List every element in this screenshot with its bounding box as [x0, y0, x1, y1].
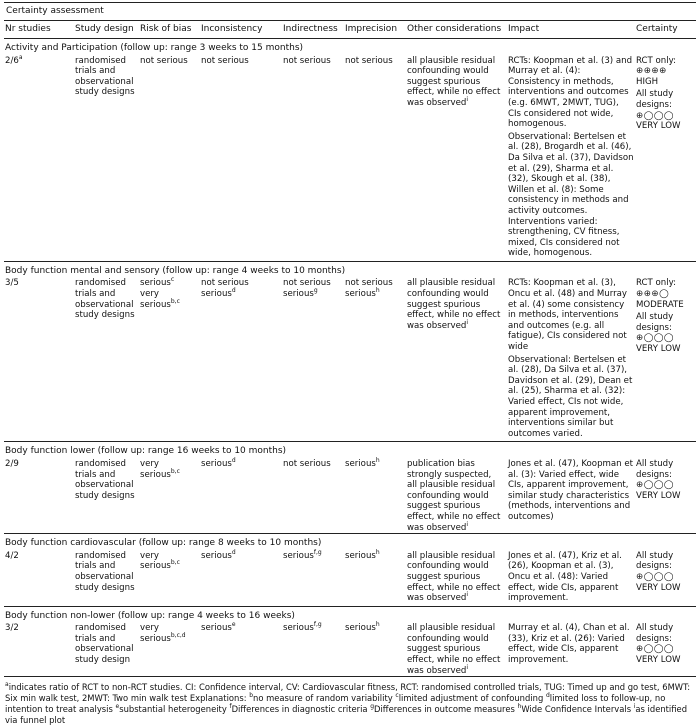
footnote-ref: b,c,d	[170, 632, 186, 640]
cell-impact	[507, 278, 635, 441]
footnote-ref: i	[466, 591, 469, 599]
cell-impact	[507, 56, 635, 262]
cell-risk-of-bias	[139, 623, 200, 676]
risk-of-bias-value-text: serious	[140, 278, 171, 289]
certainty-level: VERY LOW	[636, 121, 681, 132]
risk-of-bias-value-2	[140, 289, 199, 310]
outcome-group-row	[4, 261, 696, 278]
study-design-value: randomised trials and observational study designs	[75, 458, 135, 501]
certainty-label: All study designs:	[636, 312, 674, 333]
other-considerations-value	[407, 551, 506, 604]
imprecision-value	[345, 459, 405, 470]
footnote-ref: d	[231, 287, 236, 295]
table-row	[4, 278, 696, 441]
cell-inconsistency	[200, 278, 282, 441]
footnote-ref: h	[375, 457, 380, 465]
cell-impact	[507, 623, 635, 676]
col-header-inconsistency: Inconsistency	[200, 21, 282, 39]
cell-other-considerations	[406, 623, 507, 676]
certainty-symbols-icon: ⊕⊕⊕◯	[636, 289, 670, 300]
impact-paragraph: Observational: Bertelsen et al. (28), Brogardh et al. (46), Da Silva et al. (37), Davidson et al. (29), Sharma et al. (32), Skough et al. (38), Willen et al. (8): Some consistency in methods and activity outcomes. Interventions varied: strengthening, CV fitness, mixed, CIs considered not wide, homogenous.	[508, 131, 634, 259]
cell-imprecision	[344, 548, 406, 606]
imprecision-value-text: not serious	[345, 55, 393, 66]
cell-certainty	[635, 459, 696, 534]
footnote-marker: g	[370, 703, 375, 711]
imprecision-value-text: serious	[345, 550, 376, 561]
outcome-group-label: Body function non-lower (follow up: range 4 weeks to 16 weeks)	[5, 610, 295, 621]
cell-other-considerations	[406, 56, 507, 262]
certainty-label: All study designs:	[636, 89, 674, 110]
other-considerations-text: all plausible residual confounding would suggest spurious effect, while no effect was observed	[407, 278, 501, 331]
outcome-group-label: Activity and Participation (follow up: range 3 weeks to 15 months)	[5, 43, 304, 53]
footnote-ref: i	[466, 96, 469, 104]
footnote-text: as identified via funnel plot	[5, 704, 688, 726]
cell-imprecision	[344, 56, 406, 262]
imprecision-value-text: serious	[345, 458, 376, 469]
imprecision-value-2	[345, 289, 405, 300]
cell-study-design	[74, 56, 139, 262]
cell-imprecision	[344, 278, 406, 441]
footnote-marker: c	[395, 692, 399, 700]
table-row	[4, 551, 696, 606]
certainty-label: RCT only:	[636, 278, 676, 289]
other-considerations-pre	[407, 459, 506, 480]
cell-inconsistency	[200, 548, 282, 606]
cell-imprecision	[344, 459, 406, 534]
certainty-rating	[636, 623, 695, 665]
certainty-rating	[636, 56, 695, 88]
cell-risk-of-bias	[139, 278, 200, 441]
other-considerations-text: all plausible residual confounding would suggest spurious effect, while no effect was observed	[407, 55, 501, 108]
cell-nr-studies	[4, 53, 74, 262]
certainty-level: VERY LOW	[636, 582, 681, 593]
impact-paragraph: Jones et al. (47), Koopman et al. (3): Varied effect, wide CIs, apparent improvement, similar study characteristics (methods, interventions and outcomes)	[508, 458, 633, 522]
certainty-level: VERY LOW	[636, 655, 681, 666]
cell-study-design	[74, 278, 139, 441]
certainty-symbols-icon: ⊕◯◯◯	[636, 644, 675, 655]
cell-nr-studies	[4, 459, 74, 534]
table-row	[4, 623, 696, 676]
certainty-rating	[636, 312, 695, 354]
other-considerations-text: all plausible residual confounding would suggest spurious effect, while no effect was observed	[407, 480, 501, 533]
certainty-rating	[636, 551, 695, 593]
cell-certainty	[635, 551, 696, 606]
certainty-level: VERY LOW	[636, 344, 681, 355]
col-header-certainty: Certainty	[635, 21, 696, 39]
risk-of-bias-value-2-text: very serious	[140, 289, 171, 310]
cell-risk-of-bias	[139, 56, 200, 262]
outcome-group-label: Body function cardiovascular (follow up: range 8 weeks to 10 months)	[5, 538, 322, 549]
cell-indirectness	[282, 459, 344, 534]
risk-of-bias-value	[140, 623, 199, 644]
impact-paragraph: RCTs: Koopman et al. (3) and Murray et al. (4): Consistency in methods, interventions and outcomes (e.g. 6MWT, 2MWT, TUG), CIs considered not wide, homogenous.	[508, 55, 633, 130]
cell-inconsistency	[200, 623, 282, 676]
table-footnote	[4, 682, 696, 726]
cell-inconsistency	[200, 56, 282, 262]
footnote-ref: e	[231, 621, 236, 629]
footnote-ref: i	[466, 663, 469, 671]
cell-risk-of-bias	[139, 551, 200, 606]
imprecision-value	[345, 56, 405, 67]
table-row	[4, 56, 696, 262]
certainty-symbols-icon: ⊕◯◯◯	[636, 333, 675, 344]
footnote-marker: a	[5, 681, 9, 689]
inconsistency-value	[201, 278, 281, 289]
footnote-ref: h	[375, 287, 380, 295]
certainty-rating	[636, 278, 695, 310]
certainty-symbols-icon: ⊕⊕⊕⊕	[636, 66, 667, 77]
other-considerations-value	[407, 623, 506, 676]
certainty-symbols-icon: ⊕◯◯◯	[636, 480, 675, 491]
certainty-level: HIGH	[636, 76, 659, 87]
risk-of-bias-value-text: very serious	[140, 623, 171, 644]
inconsistency-value-text: serious	[201, 550, 232, 561]
table-row	[4, 459, 696, 534]
evidence-table-page	[4, 2, 696, 726]
footnote-ref: i	[466, 318, 469, 326]
inconsistency-value	[201, 623, 281, 634]
column-header-row	[4, 21, 696, 39]
impact-paragraph: RCTs: Koopman et al. (3), Oncu et al. (48) and Murray et al. (4) some consistency in methods, interventions and outcomes (e.g. all fatigue), CIs considered not wide	[508, 278, 628, 353]
footnote-ref: b,c	[170, 559, 180, 567]
footnote-text: substantial heterogeneity	[119, 704, 230, 715]
footnote-ref: b,c	[170, 297, 180, 305]
cell-study-design	[74, 459, 139, 534]
risk-of-bias-value	[140, 56, 199, 67]
certainty-rating	[636, 89, 695, 131]
impact-paragraph: Murray et al. (4), Chan et al. (33), Kriz et al. (26): Varied effect, wide CIs, apparent improvement.	[508, 623, 630, 666]
footnote-ref: g	[313, 287, 318, 295]
indirectness-value-text: serious	[283, 550, 314, 561]
footnote-marker: i	[633, 703, 636, 711]
indirectness-value	[283, 459, 343, 470]
other-considerations-value	[407, 278, 506, 331]
imprecision-value	[345, 623, 405, 634]
col-header-study-design: Study design	[74, 21, 139, 39]
risk-of-bias-value-text: not serious	[140, 55, 188, 66]
cell-study-design	[74, 623, 139, 676]
footnote-text: Wide Confidence Intervals	[521, 704, 634, 715]
footnote-text: limited loss to follow-up, no intention to treat analysis	[5, 693, 666, 715]
col-header-other-considerations: Other considerations	[406, 21, 507, 39]
cell-study-design	[74, 551, 139, 606]
cell-other-considerations	[406, 459, 507, 534]
footnote-marker: h	[517, 703, 522, 711]
study-design-value: randomised trials and observational study designs	[75, 550, 135, 593]
cell-other-considerations	[406, 278, 507, 441]
cell-certainty	[635, 278, 696, 441]
footnote-text: Differences in outcome measures	[374, 704, 518, 715]
indirectness-value-text: not serious	[283, 458, 331, 469]
imprecision-value-2-text: serious	[345, 289, 376, 300]
certainty-symbols-icon: ⊕◯◯◯	[636, 571, 675, 582]
indirectness-value	[283, 548, 343, 562]
footnote-ref: f,g	[313, 621, 322, 629]
nr-studies-value: 2/6	[5, 55, 19, 66]
outcome-group-row	[4, 534, 696, 551]
study-design-value: randomised trials and observational study design	[75, 623, 134, 666]
nr-studies-value: 2/9	[5, 458, 19, 469]
risk-of-bias-value-text: very serious	[140, 458, 171, 480]
certainty-label: RCT only:	[636, 55, 676, 66]
inconsistency-value-text: serious	[201, 458, 232, 469]
certainty-label: All study designs:	[636, 458, 674, 480]
col-header-imprecision: Imprecision	[344, 21, 406, 39]
study-design-value: randomised trials and observational study designs	[75, 278, 135, 321]
other-considerations-text: all plausible residual confounding would suggest spurious effect, while no effect was observed	[407, 623, 501, 676]
nr-studies-value: 3/2	[5, 623, 19, 634]
cell-indirectness	[282, 548, 344, 606]
certainty-symbols-icon: ⊕◯◯◯	[636, 110, 675, 121]
risk-of-bias-value-text: very serious	[140, 550, 171, 572]
certainty-level: VERY LOW	[636, 490, 681, 501]
footnote-ref: f,g	[313, 548, 322, 556]
imprecision-value-text: serious	[345, 623, 376, 634]
outcome-group-row	[4, 606, 696, 623]
col-header-risk-of-bias: Risk of bias	[139, 21, 200, 39]
footnote-text: Differences in diagnostic criteria	[231, 704, 371, 715]
footnote-ref: b,c	[170, 467, 180, 475]
certainty-assessment-title: Certainty assessment	[4, 3, 696, 21]
footnote-ref: h	[375, 621, 380, 629]
impact-paragraph: Jones et al. (47), Kriz et al. (26), Koopman et al. (3), Oncu et al. (48): Varied effect, wide CIs, apparent improvement.	[508, 550, 622, 604]
certainty-level: MODERATE	[636, 299, 684, 310]
indirectness-value-2-text: serious	[283, 289, 314, 300]
other-considerations-value	[407, 480, 506, 533]
other-considerations-text: all plausible residual confounding would suggest spurious effect, while no effect was observed	[407, 550, 501, 604]
cell-indirectness	[282, 623, 344, 676]
outcome-group-row	[4, 39, 696, 56]
cell-imprecision	[344, 623, 406, 676]
footnote-ref: i	[466, 520, 469, 528]
outcome-group-label: Body function lower (follow up: range 16 weeks to 10 months)	[5, 446, 287, 457]
outcome-group-row	[4, 442, 696, 459]
imprecision-value-text: not serious	[345, 278, 393, 289]
col-header-nr-studies: Nr studies	[4, 21, 74, 39]
study-design-value: randomised trials and observational study designs	[75, 55, 135, 98]
col-header-indirectness: Indirectness	[282, 21, 344, 39]
indirectness-value-text: not serious	[283, 278, 331, 289]
cell-inconsistency	[200, 459, 282, 534]
footnote-ref: h	[375, 548, 380, 556]
cell-nr-studies	[4, 278, 74, 441]
inconsistency-value-text: not serious	[201, 278, 249, 289]
cell-nr-studies	[4, 623, 74, 676]
inconsistency-value	[201, 459, 281, 470]
footnote-marker: d	[545, 692, 550, 700]
other-considerations-pre-text: publication bias strongly suspected,	[407, 458, 492, 480]
certainty-label: All study designs:	[636, 623, 674, 644]
inconsistency-value-2-text: serious	[201, 289, 232, 300]
impact-paragraph: Observational: Bertelsen et al. (28), Da Silva et al. (37), Davidson et al. (29), Dean et al. (25), Sharma et al. (32): Varied effect, CIs not wide, apparent improvement, interventions similar but outcomes varied.	[508, 354, 633, 439]
cell-impact	[507, 459, 635, 534]
cell-nr-studies	[4, 551, 74, 606]
risk-of-bias-value	[140, 551, 199, 572]
footnote-text: no measure of random variability	[253, 693, 396, 704]
imprecision-value	[345, 548, 405, 562]
other-considerations-value	[407, 56, 506, 109]
footnote-marker: e	[115, 703, 120, 711]
cell-indirectness	[282, 278, 344, 441]
footnote-marker: b	[249, 692, 254, 700]
footnote-text: limited adjustment of confounding	[398, 693, 546, 704]
cell-risk-of-bias	[139, 459, 200, 534]
inconsistency-value-text: not serious	[201, 55, 249, 66]
col-header-impact: Impact	[507, 21, 635, 39]
nr-studies-value: 4/2	[5, 550, 19, 561]
indirectness-value	[283, 56, 343, 67]
inconsistency-value	[201, 548, 281, 562]
cell-indirectness	[282, 56, 344, 262]
footnote-ref: c	[170, 276, 175, 284]
footnote-ref: d	[231, 457, 236, 465]
risk-of-bias-value	[140, 278, 199, 289]
risk-of-bias-value	[140, 459, 199, 480]
certainty-table	[4, 2, 696, 677]
certainty-label: All study designs:	[636, 550, 674, 572]
cell-certainty	[635, 623, 696, 676]
cell-impact	[507, 551, 635, 606]
certainty-rating	[636, 459, 695, 501]
footnote-text: indicates ratio of RCT to non-RCT studies. CI: Confidence interval, CV: Cardiovascular fitness, RCT: randomised controlled trials, TUG: Timed up and go test, 6MWT: Six min walk test, 2MWT: Two min walk test Explanations:	[5, 682, 691, 704]
cell-certainty	[635, 56, 696, 262]
footnote-ref: a	[18, 53, 23, 61]
outcome-group-label: Body function mental and sensory (follow up: range 4 weeks to 10 months)	[5, 265, 346, 276]
indirectness-value-text: not serious	[283, 55, 331, 66]
inconsistency-value-2	[201, 289, 281, 300]
cell-other-considerations	[406, 551, 507, 606]
inconsistency-value	[201, 56, 281, 67]
footnote-marker: f	[229, 703, 232, 711]
indirectness-value-text: serious	[283, 623, 314, 634]
indirectness-value-2	[283, 289, 343, 300]
indirectness-value	[283, 623, 343, 634]
nr-studies-value: 3/5	[5, 278, 19, 289]
inconsistency-value-text: serious	[201, 623, 232, 634]
footnote-ref: d	[231, 548, 236, 556]
